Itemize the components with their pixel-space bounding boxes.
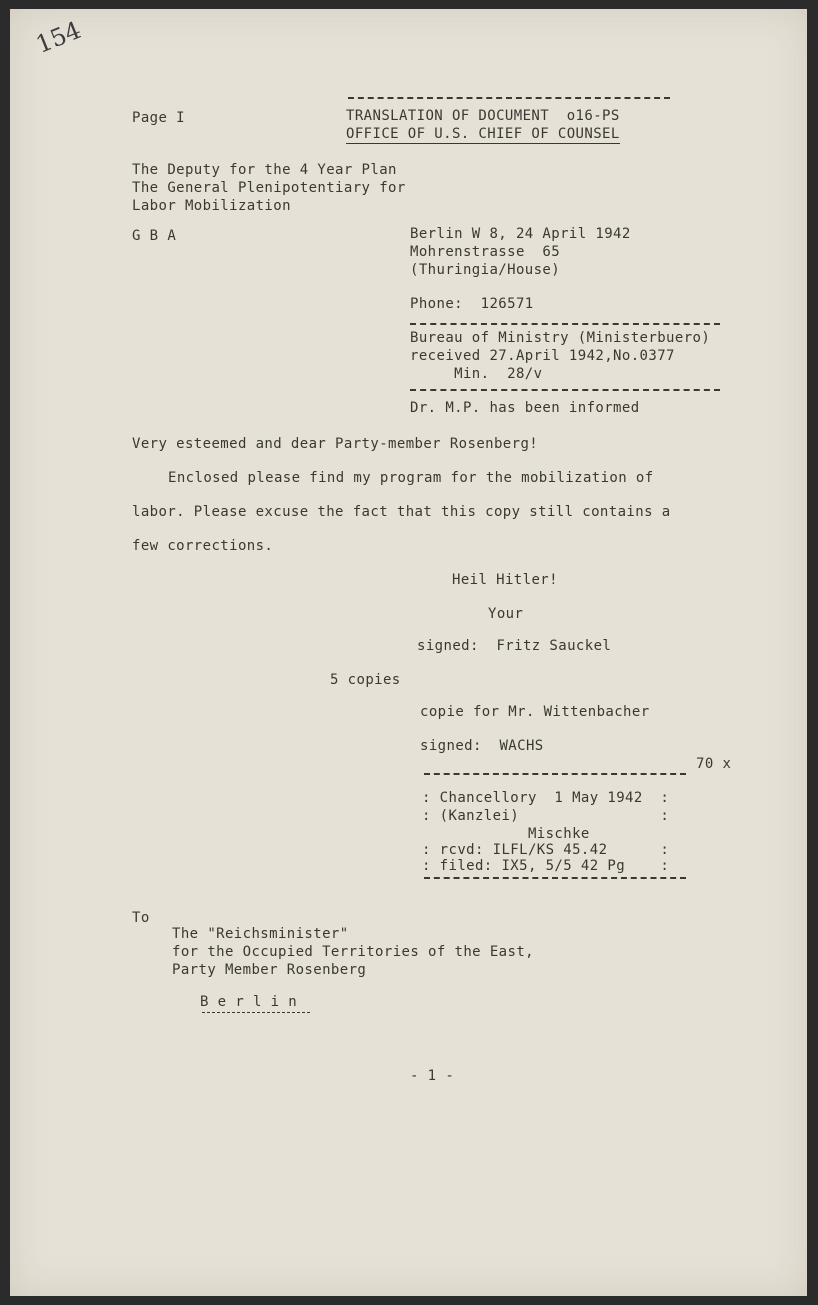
stamp-top-rule [424,773,686,775]
receipt-note: Dr. M.P. has been informed [410,400,640,416]
stamp-line-4: : rcvd: ILFL/KS 45.42 : [422,842,670,858]
salutation: Very esteemed and dear Party-member Rosenberg! [132,436,539,452]
signature-line: signed: Fritz Sauckel [417,638,612,654]
city-underline [202,1012,310,1013]
address-line-2: Mohrenstrasse 65 [410,244,561,260]
copy-signed: signed: WACHS [420,738,544,754]
stamp-line-3: Mischke [422,826,590,842]
stamp-line-1: : Chancellory 1 May 1942 : [422,790,670,806]
stamp-bottom-rule [424,877,686,879]
sender-line-3: Labor Mobilization [132,198,291,214]
address-line-3: (Thuringia/House) [410,262,561,278]
recipient-line-3: Party Member Rosenberg [172,962,367,978]
closing-your: Your [488,606,524,622]
copy-recipient: copie for Mr. Wittenbacher [420,704,650,720]
receipt-line-3: Min. 28/v [410,366,543,382]
recipient-line-2: for the Occupied Territories of the East, [172,944,534,960]
page-number: - 1 - [410,1068,455,1084]
body-line-3: few corrections. [132,538,274,554]
page-label: Page I [132,110,185,126]
document-page [10,9,807,1296]
body-line-2: labor. Please excuse the fact that this copy still contains a [132,504,671,520]
header-top-rule [348,97,670,99]
stamp-line-5: : filed: IX5, 5/5 42 Pg : [422,858,670,874]
closing-greeting: Heil Hitler! [452,572,558,588]
sender-line-2: The General Plenipotentiary for [132,180,406,196]
sender-line-1: The Deputy for the 4 Year Plan [132,162,397,178]
address-line-1: Berlin W 8, 24 April 1942 [410,226,631,242]
stamp-line-2: : (Kanzlei) : [422,808,670,824]
translation-title: TRANSLATION OF DOCUMENT o16-PS [346,108,620,124]
receipt-bottom-rule [410,389,720,391]
phone-line: Phone: 126571 [410,296,534,312]
receipt-top-rule [410,323,720,325]
reference-code: G B A [132,228,177,244]
recipient-city: B e r l i n [200,994,298,1010]
recipient-to: To [132,910,150,926]
receipt-line-2: received 27.April 1942,No.0377 [410,348,675,364]
receipt-line-1: Bureau of Ministry (Ministerbuero) [410,330,711,346]
handwritten-page-number: 154 [32,15,85,59]
marginal-note: 70 x [696,756,732,772]
body-line-1: Enclosed please find my program for the mobilization of [168,470,654,486]
office-title: OFFICE OF U.S. CHIEF OF COUNSEL [346,126,620,142]
recipient-line-1: The "Reichsminister" [172,926,349,942]
copies-count: 5 copies [330,672,401,688]
